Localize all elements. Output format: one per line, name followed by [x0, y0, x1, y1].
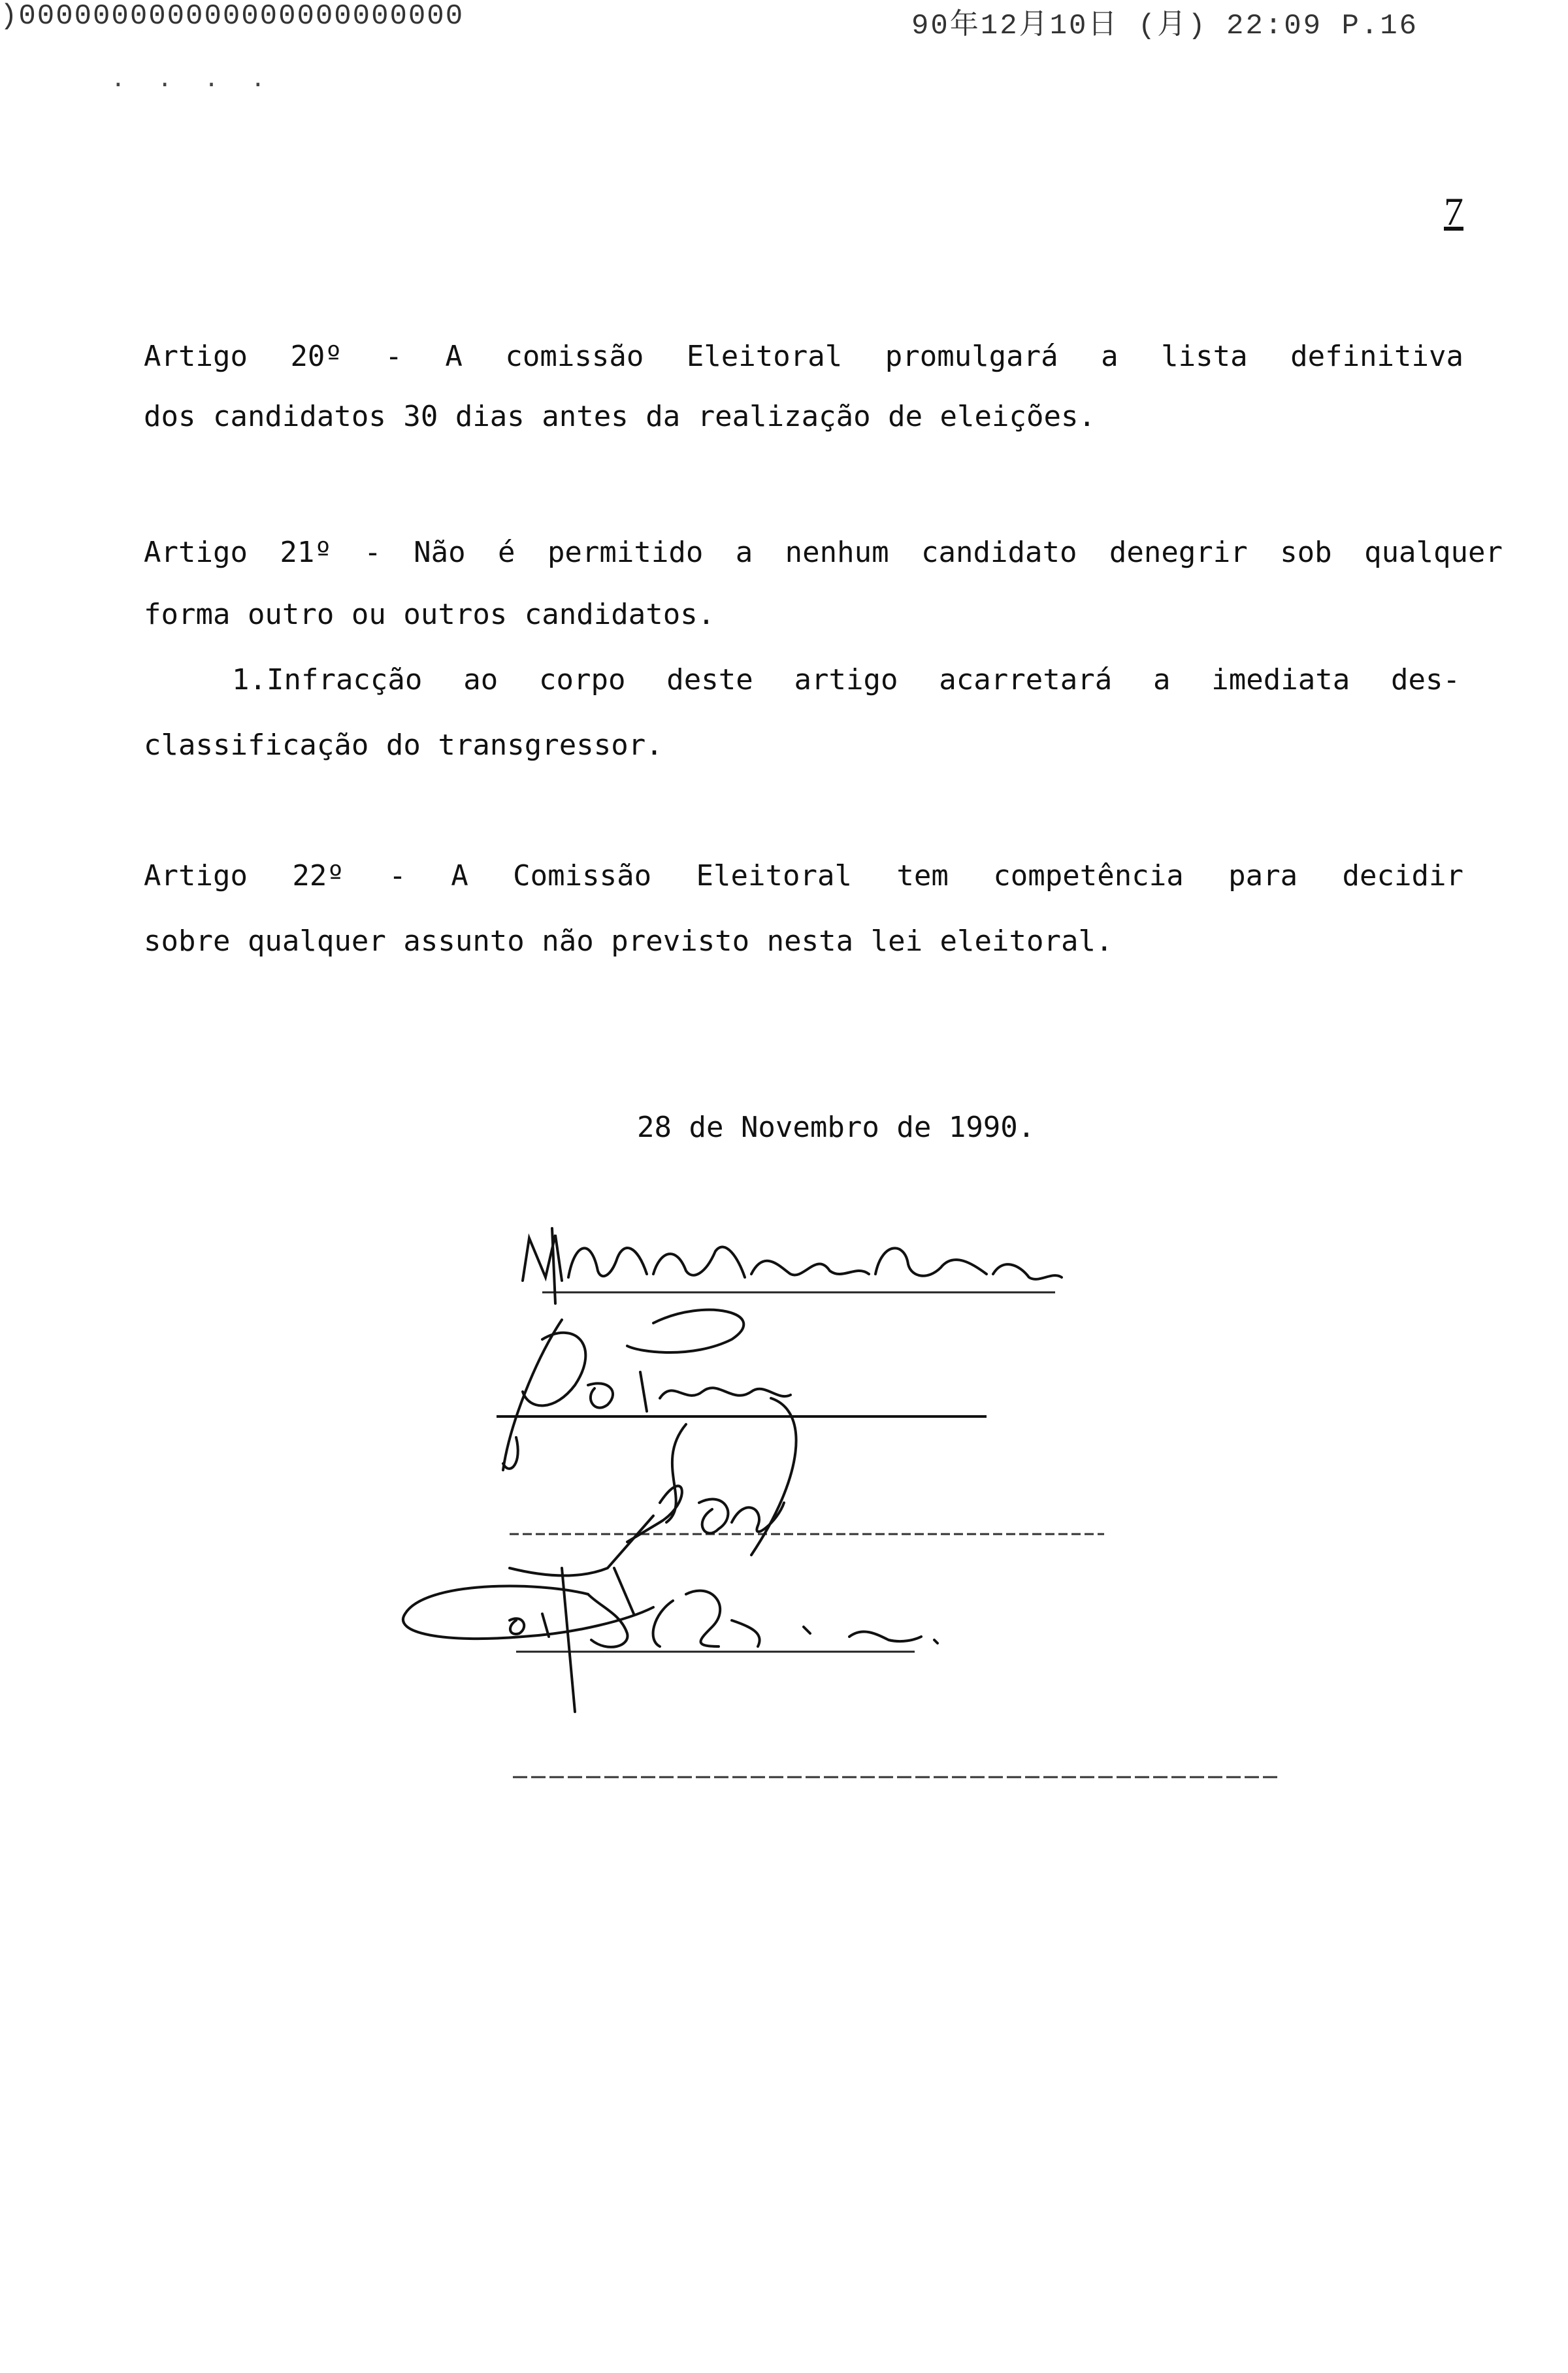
- scan-marks: · · · ·: [111, 72, 274, 99]
- signature-2: [503, 1310, 791, 1470]
- article-22-line-2: sobre qualquer assunto não previsto nesta lei eleitoral.: [144, 925, 1113, 958]
- article-21-item-1-line-1: 1.Infracção ao corpo deste artigo acarretará a imediata des-: [232, 663, 1460, 696]
- article-21-item-1-line-2: classificação do transgressor.: [144, 728, 663, 762]
- article-20-line-2: dos candidatos 30 dias antes da realização de eleições.: [144, 400, 1096, 433]
- article-21-line-1: Artigo 21º - Não é permitido a nenhum candidato denegrir sob qualquer: [144, 536, 1503, 569]
- article-22-line-1: Artigo 22º - A Comissão Eleitoral tem competência para decidir: [144, 859, 1463, 892]
- signature-3: [510, 1398, 796, 1614]
- fax-header-left: )000000000000000000000000: [0, 0, 465, 33]
- page-number: 7: [1444, 190, 1463, 233]
- article-21-line-2: forma outro ou outros candidatos.: [144, 598, 715, 631]
- signature-4: [403, 1568, 938, 1712]
- article-20-line-1: Artigo 20º - A comissão Eleitoral promulgará a lista definitiva: [144, 340, 1463, 373]
- fax-header-right: 90年12月10日 (月) 22:09 P.16: [911, 10, 1419, 42]
- document-date: 28 de Novembro de 1990.: [637, 1111, 1036, 1144]
